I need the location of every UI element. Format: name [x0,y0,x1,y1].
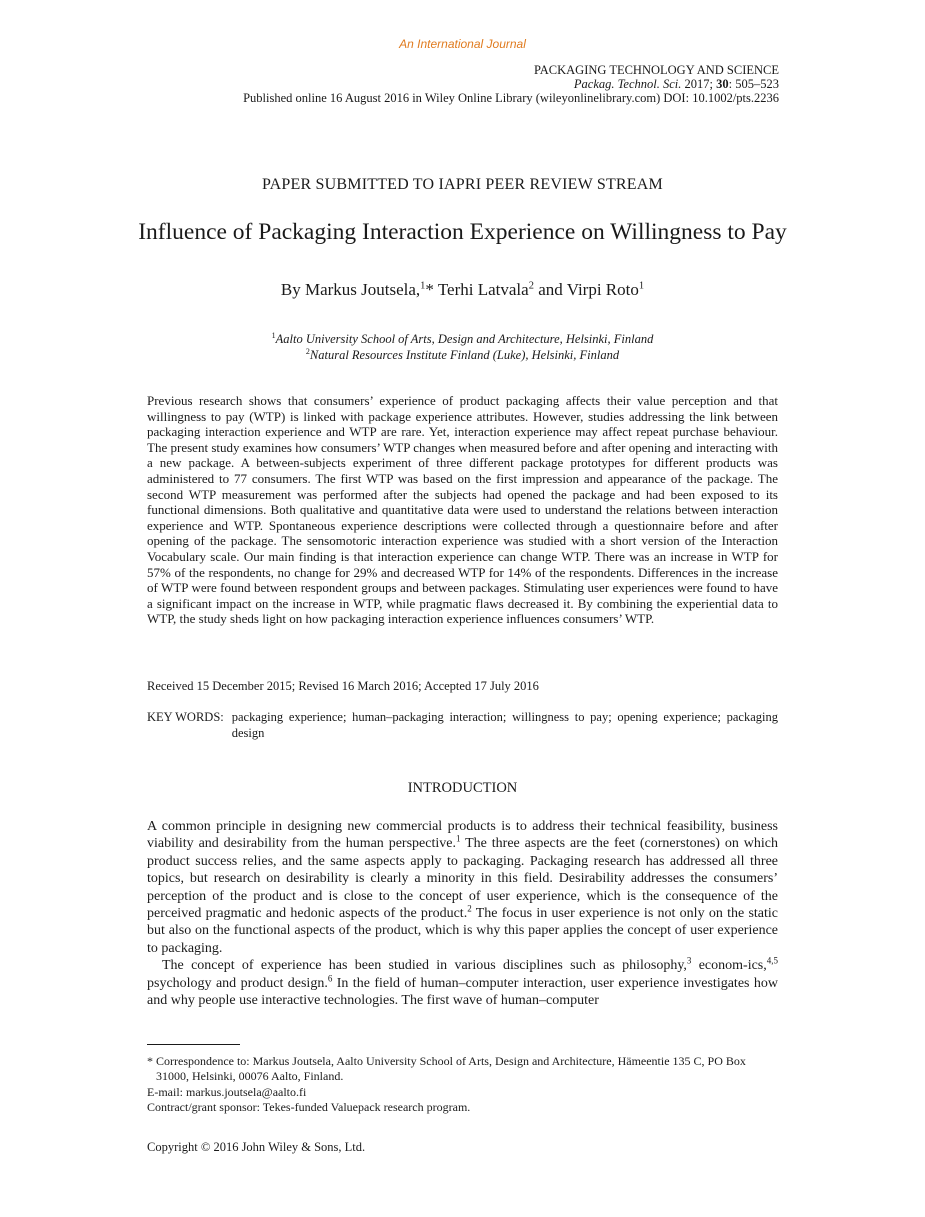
journal-banner: An International Journal [399,37,526,51]
paragraph-2-text-d: In the field of human–computer interaction, user experience investigates how and why people use interactive technologies. The first wave of human–computer [147,975,778,1009]
paragraph-1-text-c: The focus in user experience is not only on the static but also on the functional aspects of the product, which is why this paper applies the concept of user experience to packaging. [147,906,779,956]
abstract: Previous research shows that consumers’ experience of product packaging affects their value perception and that willingness to pay (WTP) is linked with package experience attributes. However, studies addressing the link between packaging interaction experience and WTP are rare. Yet, interaction experience may affect repeat purchase behaviour. The present study examines how consumers’ WTP changes when measured before and after opening and interacting with a new package. A between-subjects experiment of three different package prototypes for different products was administered to 77 consumers. The first WTP was based on the first impression and appearance of the package. The second WTP measurement was performed after the subjects had opened the package and had been exposed to its functional dimensions. Both qualitative and quantitative data were used to understand the relations between interaction experience and WTP. Spontaneous experience descriptions were collected through a questionnaire before and after opening of the package. The sensomotoric interaction experience was studied with a short version of the Interaction Vocabulary scale. Our main finding is that interaction experience can change WTP. There was an increase in WTP for 57% of the respondents, no change for 29% and decreased WTP for 14% of the respondents. Differences in the increase of WTP were found between respondent groups and between packages. Stimulating user experiences were found to have a significant impact on the increase in WTP, while pragmatic flaws decreased it. By combining the experiential data to WTP, the study sheds light on how packaging interaction experience influences consumers’ WTP. [147,393,778,627]
citation-ref: 6 [327,973,333,983]
paragraph-2-text-a: The concept of experience has been studied in various disciplines such as philosophy, [162,958,687,974]
paragraph-2-text-c: psychology and product design. [147,975,328,991]
citation-year: 2017; [684,77,714,91]
keywords [147,710,778,741]
citation-ref: 4,5 [766,955,778,966]
footnotes [147,1054,778,1115]
affiliation-1-text: Aalto University School of Arts, Design and Architecture, Helsinki, Finland [275,332,654,346]
introduction-body [147,818,778,1009]
affiliation-1 [0,331,925,347]
author-2-affil: 2 [528,280,534,292]
author-1-affil: 1 [420,280,426,292]
author-list [0,280,925,300]
affiliations [0,331,925,363]
paper-title: Influence of Packaging Interaction Experience on Willingness to Pay [138,219,787,245]
author-3: and Virpi Roto [533,280,639,299]
citation-volume: 30 [716,77,729,91]
correspondence-note: * Correspondence to: Markus Joutsela, Aalto University School of Arts, Design and Architecture, Hämeentie 135 C, PO Box 31000, Helsinki, 00076 Aalto, Finland. [147,1054,746,1084]
paragraph-1-text-a: A common principle in designing new commercial products is to address their technical feasibility, business viability and desirability from the human perspective. [147,819,778,852]
author-1: By Markus Joutsela, [280,280,421,299]
corresponding-mark: * [425,280,434,299]
affiliation-2-text: Natural Resources Institute Finland (Luke), Helsinki, Finland [309,348,620,362]
section-heading-introduction: INTRODUCTION [407,780,518,796]
published-line: Published online 16 August 2016 in Wiley Online Library (wileyonlinelibrary.com) DOI: 10.1002/pts.2236 [243,91,779,105]
paragraph-2 [147,957,778,1009]
author-3-affil: 1 [638,280,645,292]
received-dates: Received 15 December 2015; Revised 16 March 2016; Accepted 17 July 2016 [147,679,539,693]
citation-pages: : 505–523 [728,77,779,91]
paragraph-1-text-b: The three aspects are the feet (cornerstones) on which product success relies, and the same aspects apply to packaging. Packaging research has addressed all three topics, but research on desirability is clearly a minority in this field. Desirability addresses the consumers’ perception of the product and is close to the concept of user experience, which is the consequence of the perceived pragmatic and hedonic aspects of the product. [147,836,778,922]
keywords-label: KEY WORDS: [147,710,224,724]
keywords-text: packaging experience; human–packaging interaction; willingness to pay; opening experience; packaging design [231,710,778,740]
affiliation-1-number: 1 [271,330,276,340]
citation-ref: 3 [686,955,692,966]
footnote-divider [147,1044,240,1045]
sponsor-note: Contract/grant sponsor: Tekes-funded Valuepack research program. [147,1099,471,1114]
journal-name: PACKAGING TECHNOLOGY AND SCIENCE [533,63,779,77]
affiliation-2 [0,347,925,363]
affiliation-2-number: 2 [305,346,310,356]
journal-header [243,63,779,105]
citation-abbrev: Packag. Technol. Sci. [573,77,682,91]
paragraph-2-text-b: econom-ics, [691,958,767,974]
citation-ref: 1 [455,833,461,844]
author-2: Terhi Latvala [433,280,529,299]
citation-ref: 2 [467,903,472,914]
copyright-notice: Copyright © 2016 John Wiley & Sons, Ltd. [147,1140,366,1154]
paragraph-1 [147,818,778,957]
review-stream-label: PAPER SUBMITTED TO IAPRI PEER REVIEW STREAM [262,176,663,193]
email-note: E-mail: markus.joutsela@aalto.fi [147,1084,307,1099]
journal-citation [243,77,779,91]
